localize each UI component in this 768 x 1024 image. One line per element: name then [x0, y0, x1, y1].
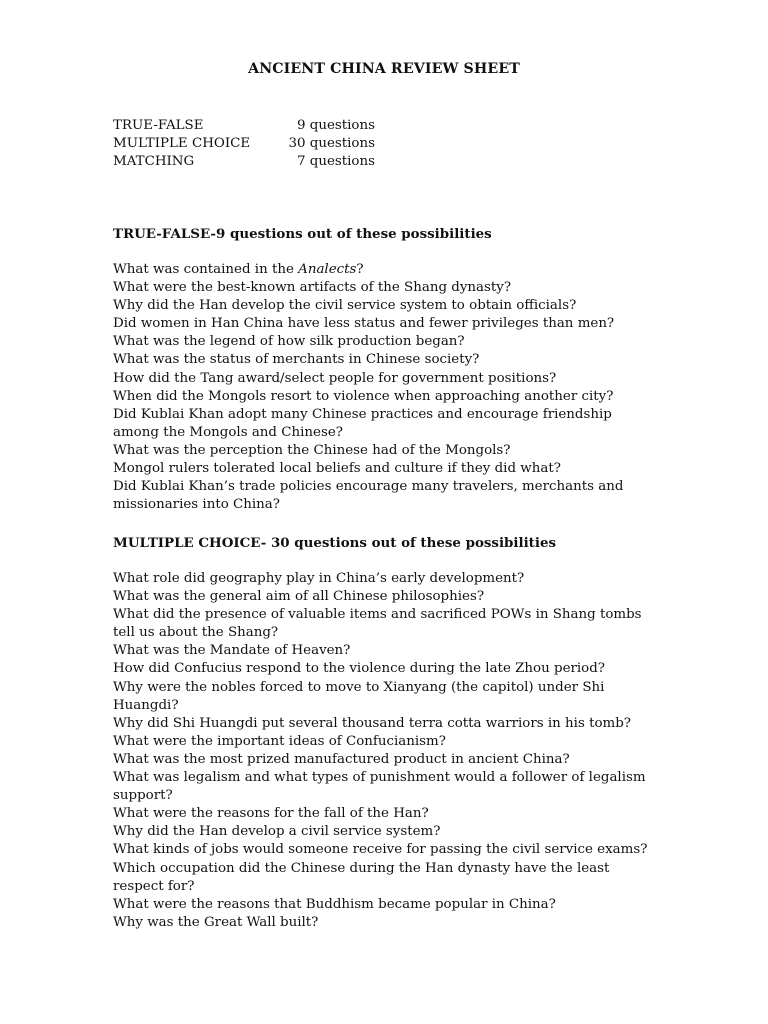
question-text: What was the most prized manufactured product in ancient China?	[113, 751, 570, 767]
summary-row-multiple-choice	[113, 135, 513, 153]
question-text: What was the Mandate of Heaven?	[113, 643, 351, 659]
question-text: Why was the Great Wall built?	[113, 914, 319, 930]
true-false-heading: TRUE-FALSE-9 questions out of these possibilities	[113, 226, 492, 242]
question-text: Why did the Han develop the civil service system to obtain officials?	[113, 298, 577, 314]
question-item	[113, 478, 658, 514]
question-item	[113, 823, 658, 841]
question-item	[113, 914, 658, 932]
question-text: What was the legend of how silk production began?	[113, 334, 465, 350]
question-item	[113, 769, 658, 805]
summary-row-matching	[113, 153, 513, 171]
question-text: Why did Shi Huangdi put several thousand terra cotta warriors in his tomb?	[113, 715, 631, 731]
question-item	[113, 442, 658, 460]
question-item	[113, 660, 658, 678]
question-text: Did women in Han China have less status and fewer privileges than men?	[113, 316, 615, 332]
question-item	[113, 715, 658, 733]
question-item	[113, 896, 658, 914]
question-item	[113, 606, 658, 642]
question-item	[113, 570, 658, 588]
question-text: ?	[356, 262, 364, 277]
question-item	[113, 679, 658, 715]
question-text: Mongol rulers tolerated local beliefs and culture if they did what?	[113, 461, 561, 477]
question-item	[113, 460, 658, 478]
question-item	[113, 261, 658, 279]
question-text: When did the Mongols resort to violence when approaching another city?	[113, 388, 614, 404]
question-item	[113, 297, 658, 315]
summary-count: 9 questions	[297, 118, 375, 133]
summary-label: MULTIPLE CHOICE	[113, 136, 251, 152]
question-item	[113, 406, 658, 442]
question-text: Did Kublai Khan’s trade policies encourage many travelers, merchants and missionaries into China?	[113, 479, 624, 513]
summary-row-true-false	[113, 117, 513, 135]
question-text: Which occupation did the Chinese during the Han dynasty have the least respect for?	[113, 860, 610, 894]
question-item	[113, 841, 658, 859]
summary-count: 30 questions	[288, 136, 375, 152]
question-text: What was the general aim of all Chinese philosophies?	[113, 589, 485, 605]
question-text: What was contained in the	[113, 262, 299, 277]
question-text: What role did geography play in China’s early development?	[113, 571, 525, 586]
question-text: What kinds of jobs would someone receive for passing the civil service exams?	[113, 842, 648, 858]
question-text: What did the presence of valuable items and sacrificed POWs in Shang tombs tell us about the Shang?	[113, 607, 642, 641]
question-item	[113, 751, 658, 769]
question-text: What was legalism and what types of punishment would a follower of legalism support?	[113, 770, 646, 804]
true-false-question-list	[113, 261, 658, 514]
question-item	[113, 642, 658, 660]
question-text: What were the best-known artifacts of the Shang dynasty?	[113, 280, 512, 296]
question-italic-text: Analects	[298, 262, 357, 277]
question-text: What was the perception the Chinese had of the Mongols?	[113, 442, 511, 458]
question-item	[113, 733, 658, 751]
summary-label: TRUE-FALSE	[113, 118, 204, 133]
question-item	[113, 315, 658, 333]
question-item	[113, 333, 658, 351]
question-text: What were the reasons that Buddhism became popular in China?	[113, 896, 556, 912]
question-item	[113, 388, 658, 406]
question-item	[113, 351, 658, 369]
question-text: What were the important ideas of Confucianism?	[113, 733, 446, 749]
question-item	[113, 588, 658, 606]
question-item	[113, 860, 658, 896]
question-summary	[113, 117, 513, 172]
question-item	[113, 279, 658, 297]
summary-count: 7 questions	[297, 154, 375, 170]
multiple-choice-heading: MULTIPLE CHOICE- 30 questions out of these possibilities	[113, 535, 557, 551]
question-text: Why were the nobles forced to move to Xianyang (the capitol) under Shi Huangdi?	[113, 679, 605, 713]
question-text: What were the reasons for the fall of the Han?	[113, 806, 429, 822]
question-text: How did Confucius respond to the violence during the late Zhou period?	[113, 661, 605, 677]
multiple-choice-question-list	[113, 570, 658, 932]
summary-label: MATCHING	[113, 154, 195, 170]
question-text: How did the Tang award/select people for government positions?	[113, 370, 557, 386]
question-item	[113, 370, 658, 388]
question-item	[113, 805, 658, 823]
question-text: What was the status of merchants in Chinese society?	[113, 352, 480, 368]
question-text: Why did the Han develop a civil service system?	[113, 824, 441, 840]
question-text: Did Kublai Khan adopt many Chinese practices and encourage friendship among the Mongols and Chinese?	[113, 406, 612, 440]
page-title: ANCIENT CHINA REVIEW SHEET	[248, 61, 520, 77]
